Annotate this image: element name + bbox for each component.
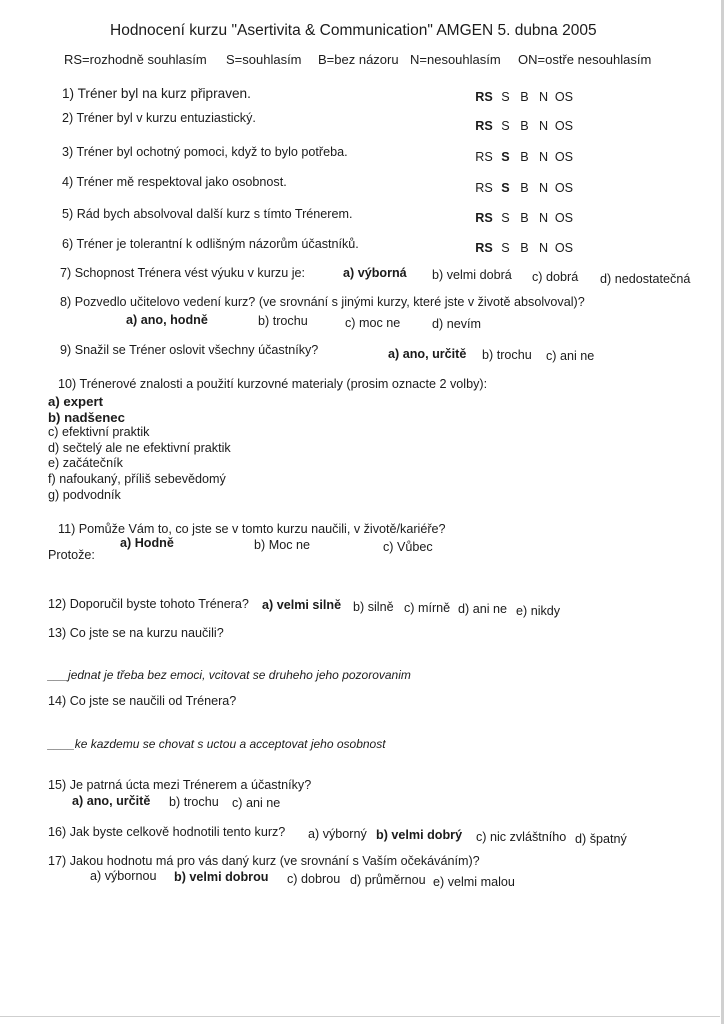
rating-option-os: OS xyxy=(554,181,574,195)
rating-option-n: N xyxy=(538,181,549,195)
q11-option-c: c) Vůbec xyxy=(383,540,433,554)
q7-option-c: c) dobrá xyxy=(532,270,579,284)
q8-option-a: a) ano, hodně xyxy=(126,313,208,327)
rating-option-b: B xyxy=(520,150,529,164)
q10-option: f) nafoukaný, příliš sebevědomý xyxy=(48,472,226,486)
q9-option-b: b) trochu xyxy=(482,348,532,362)
q17-option-d: d) průměrnou xyxy=(350,873,426,887)
q7-option-a: a) výborná xyxy=(343,266,407,280)
legend-s: S=souhlasím xyxy=(226,52,302,67)
q10-option: d) sečtelý ale ne efektivní praktik xyxy=(48,440,231,455)
rating-option-rs: RS xyxy=(475,181,493,195)
q14-text: 14) Co jste se naučili od Trénera? xyxy=(48,694,237,708)
q8-option-c: c) moc ne xyxy=(345,316,401,330)
rating-option-s: S xyxy=(501,119,510,133)
statement-6 xyxy=(62,237,359,251)
rating-scale-2 xyxy=(472,119,575,133)
q13-answer: ___jednat je třeba bez emoci, vcitovat se druheho jeho pozorovanim xyxy=(48,668,411,682)
statement-4 xyxy=(62,175,287,189)
q16-option-d: d) špatný xyxy=(575,832,627,846)
statement-1 xyxy=(62,86,251,101)
q16-text: 16) Jak byste celkově hodnotili tento kurz? xyxy=(48,825,286,839)
statement-text: Tréner je tolerantní k odlišným názorům účastníků. xyxy=(76,237,359,251)
statement-number: 2) xyxy=(62,111,74,125)
statement-2 xyxy=(62,111,256,125)
statement-text: Tréner byl ochotný pomoci, když to bylo potřeba. xyxy=(76,145,348,159)
rating-option-n: N xyxy=(538,211,549,225)
statement-number: 5) xyxy=(62,207,74,221)
rating-option-s: S xyxy=(501,241,510,255)
rating-scale-4 xyxy=(472,181,575,195)
q9-option-c: c) ani ne xyxy=(546,349,595,363)
q17-option-c: c) dobrou xyxy=(287,872,341,886)
rating-scale-1 xyxy=(472,90,575,104)
q12-option-b: b) silně xyxy=(353,600,394,614)
rating-scale-5 xyxy=(472,211,575,225)
q11-option-a: a) Hodně xyxy=(120,536,174,550)
q8-option-d: d) nevím xyxy=(432,317,481,331)
q8-text: 8) Pozvedlo učitelovo vedení kurz? (ve srovnání s jinými kurzy, které jste v životě absolvoval)? xyxy=(60,295,585,309)
q12-text: 12) Doporučil byste tohoto Trénera? xyxy=(48,597,249,611)
q13-text: 13) Co jste se na kurzu naučili? xyxy=(48,626,224,640)
q10-option: a) expert xyxy=(48,394,103,409)
q7-text: 7) Schopnost Trénera vést výuku v kurzu je: xyxy=(60,266,305,280)
rating-option-os: OS xyxy=(554,119,574,133)
q15-option-b: b) trochu xyxy=(169,795,219,809)
q15-option-c: c) ani ne xyxy=(232,796,281,810)
q15-text: 15) Je patrná úcta mezi Trénerem a účastníky? xyxy=(48,778,312,792)
q12-option-a: a) velmi silně xyxy=(262,598,342,612)
q11-option-b: b) Moc ne xyxy=(254,538,310,552)
q11-because-label: Protože: xyxy=(48,548,95,562)
q17-option-e: e) velmi malou xyxy=(433,875,515,889)
rating-option-b: B xyxy=(520,211,529,225)
q16-option-a: a) výborný xyxy=(308,827,367,841)
q10-option: g) podvodník xyxy=(48,487,121,502)
statement-text: Tréner byl v kurzu entuziastický. xyxy=(76,111,256,125)
q16-option-c: c) nic zvláštního xyxy=(476,830,567,844)
rating-option-rs: RS xyxy=(475,150,493,164)
statement-number: 4) xyxy=(62,175,74,189)
rating-scale-3 xyxy=(472,150,575,164)
q17-option-a: a) výbornou xyxy=(90,869,157,883)
rating-option-b: B xyxy=(520,119,529,133)
q12-option-d: d) ani ne xyxy=(458,602,508,616)
q14-answer: ____ke kazdemu se chovat s uctou a acceptovat jeho osobnost xyxy=(48,737,386,751)
statement-text: Rád bych absolvoval další kurz s tímto Trénerem. xyxy=(76,207,353,221)
statement-number: 3) xyxy=(62,145,74,159)
statement-5 xyxy=(62,207,352,221)
legend-n: N=nesouhlasím xyxy=(410,52,501,67)
statement-3 xyxy=(62,145,348,159)
scan-bottom-edge xyxy=(0,1016,720,1017)
q10-option: c) efektivní praktik xyxy=(48,425,150,440)
q16-option-b: b) velmi dobrý xyxy=(376,828,463,842)
rating-option-b: B xyxy=(520,181,529,195)
rating-option-os: OS xyxy=(554,211,574,225)
rating-option-s: S xyxy=(501,90,510,104)
q7-option-d: d) nedostatečná xyxy=(600,272,691,286)
rating-option-n: N xyxy=(538,90,549,104)
rating-option-os: OS xyxy=(554,150,574,164)
rating-option-b: B xyxy=(520,90,529,104)
rating-option-rs: RS xyxy=(475,119,493,133)
q9-option-a: a) ano, určitě xyxy=(388,347,467,361)
q17-text: 17) Jakou hodnotu má pro vás daný kurz (ve srovnání s Vaším očekáváním)? xyxy=(48,854,480,868)
rating-option-n: N xyxy=(538,119,549,133)
legend-on: ON=ostře nesouhlasím xyxy=(518,52,652,67)
statement-number: 1) xyxy=(62,86,75,101)
q15-option-a: a) ano, určitě xyxy=(72,794,151,808)
rating-option-os: OS xyxy=(554,241,574,255)
q12-option-c: c) mírně xyxy=(404,601,451,615)
rating-option-n: N xyxy=(538,241,549,255)
rating-option-rs: RS xyxy=(475,211,493,225)
q8-option-b: b) trochu xyxy=(258,314,308,328)
q11-text: 11) Pomůže Vám to, co jste se v tomto kurzu naučili, v životě/kariéře? xyxy=(58,522,446,536)
statement-text: Tréner byl na kurz připraven. xyxy=(77,86,251,101)
rating-option-s: S xyxy=(501,181,510,195)
rating-option-s: S xyxy=(501,211,510,225)
q10-option: b) nadšenec xyxy=(48,409,125,425)
q17-option-b: b) velmi dobrou xyxy=(174,870,269,884)
q10-text: 10) Trénerové znalosti a použití kurzovné materialy (prosim oznacte 2 volby): xyxy=(58,377,488,391)
rating-option-rs: RS xyxy=(475,241,493,255)
q9-text: 9) Snažil se Tréner oslovit všechny účastníky? xyxy=(60,343,319,357)
rating-scale-6 xyxy=(472,241,575,255)
statement-number: 6) xyxy=(62,237,74,251)
rating-option-b: B xyxy=(520,241,529,255)
rating-option-s: S xyxy=(501,150,510,164)
q7-option-b: b) velmi dobrá xyxy=(432,268,512,282)
rating-option-rs: RS xyxy=(475,90,493,104)
legend-rs: RS=rozhodně souhlasím xyxy=(64,52,207,67)
form-title: Hodnocení kurzu "Asertivita & Communication" AMGEN 5. dubna 2005 xyxy=(110,22,597,39)
rating-option-n: N xyxy=(538,150,549,164)
statement-text: Tréner mě respektoval jako osobnost. xyxy=(76,175,287,189)
rating-option-os: OS xyxy=(554,90,574,104)
q12-option-e: e) nikdy xyxy=(516,604,561,618)
q10-option: e) začátečník xyxy=(48,456,123,471)
legend-b: B=bez názoru xyxy=(318,52,399,67)
